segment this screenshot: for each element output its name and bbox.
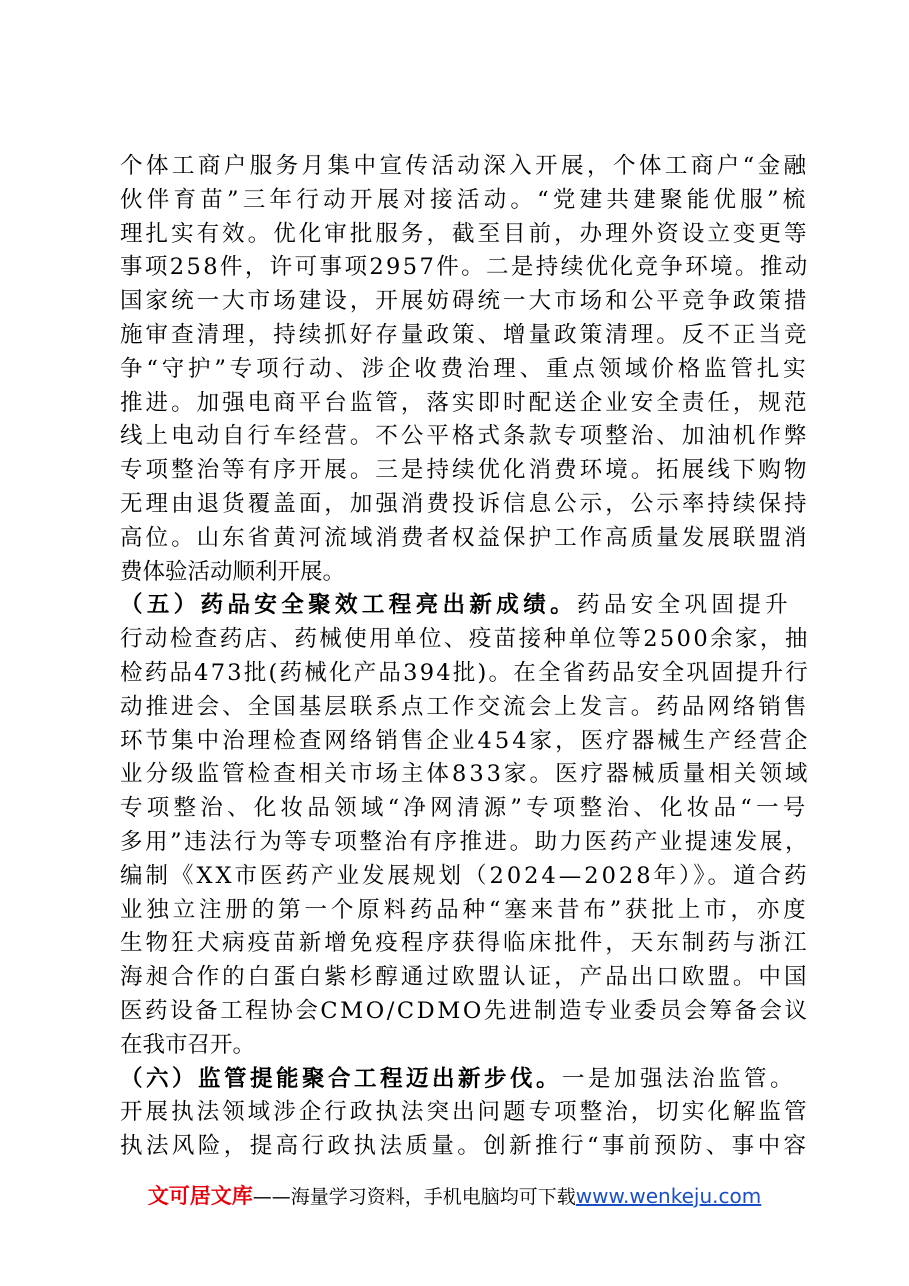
text-line (120, 1029, 810, 1063)
line-text: 多用”违法行为等专项整治有序推进。助力医药产业提速发展， (120, 828, 811, 855)
line-text: 环节集中治理检查网络销售企业454家，医疗器械生产经营企 (120, 727, 811, 754)
line-text: 无理由退货覆盖面，加强消费投诉信息公示，公示率持续保持 (120, 490, 810, 517)
text-line (120, 725, 810, 759)
text-line (120, 1130, 810, 1164)
text-line (120, 387, 810, 421)
text-line (120, 894, 810, 928)
line-text: 推进。加强电商平台监管，落实即时配送企业安全责任，规范 (120, 389, 810, 416)
line-text: 个体工商户服务月集中宣传活动深入开展，个体工商户“金融 (120, 153, 810, 179)
line-text: 高位。山东省黄河流域消费者权益保护工作高质量发展联盟消 (120, 524, 810, 551)
line-text: 检药品473批(药械化产品394批)。在全省药品安全巩固提升行 (120, 659, 810, 686)
line-text: 事项258件，许可事项2957件。二是持续优化竞争环境。推动 (120, 254, 810, 281)
footer-banner (0, 1181, 909, 1212)
line-text: 业独立注册的第一个原料药品种“塞来昔布”获批上市，亦度 (120, 896, 810, 923)
footer-tagline: ——海量学习资料，手机电脑均可下载 (252, 1186, 576, 1208)
section-heading: （六）监管提能聚合工程迈出新步伐。 (120, 1065, 563, 1092)
line-text: 线上电动自行车经营。不公平格式条款专项整治、加油机作弊 (120, 423, 810, 450)
line-text: 药品安全巩固提升 (576, 592, 792, 619)
section-heading: （五）药品安全聚效工程亮出新成绩。 (120, 592, 577, 619)
text-line (120, 353, 810, 387)
line-text: 业分级监管检查相关市场主体833家。医疗器械质量相关领域 (120, 761, 811, 788)
line-text: 动推进会、全国基层联系点工作交流会上发言。药品网络销售 (120, 693, 810, 720)
text-line (120, 758, 810, 792)
text-line (120, 522, 810, 556)
line-text: 在我市召开。 (120, 1031, 256, 1058)
text-line (120, 1096, 810, 1130)
text-line (120, 150, 810, 184)
text-line (120, 623, 810, 657)
text-line (120, 454, 810, 488)
text-line (120, 420, 810, 454)
text-line (120, 184, 810, 218)
text-line (120, 488, 810, 522)
line-text: 国家统一大市场建设，开展妨碍统一大市场和公平竞争政策措 (120, 288, 810, 315)
line-text: 理扎实有效。优化审批服务，截至目前，办理外资设立变更等 (120, 220, 810, 247)
text-line (120, 657, 810, 691)
text-line (120, 860, 810, 894)
line-text: 专项整治等有序开展。三是持续优化消费环境。拓展线下购物 (120, 457, 810, 484)
line-text: 争“守护”专项行动、涉企收费治理、重点领域价格监管扎实 (120, 355, 810, 382)
text-line (120, 251, 810, 285)
text-line (120, 961, 810, 995)
text-line (120, 1063, 810, 1097)
text-line (120, 691, 810, 725)
line-text: 开展执法领域涉企行政执法突出问题专项整治，切实化解监管 (120, 1099, 810, 1126)
document-body (120, 150, 810, 1164)
text-line (120, 826, 810, 860)
text-line (120, 556, 810, 590)
line-text: 施审查清理，持续抓好存量政策、增量政策清理。反不正当竞 (120, 321, 810, 348)
line-text: 海昶合作的白蛋白紫杉醇通过欧盟认证，产品出口欧盟。中国 (120, 964, 810, 991)
footer-url-link[interactable]: www.wenkeju.com (575, 1184, 762, 1208)
line-text: 一是加强法治监管。 (562, 1065, 797, 1092)
line-text: 编制《XX市医药产业发展规划（2024—2028年）》。道合药 (120, 862, 810, 889)
line-text: 专项整治、化妆品领域“净网清源”专项整治、化妆品“一号 (120, 795, 810, 822)
line-text: 行动检查药店、药械使用单位、疫苗接种单位等2500余家，抽 (120, 626, 810, 653)
line-text: 伙伴育苗”三年行动开展对接活动。“党建共建聚能优服”梳 (120, 186, 810, 213)
footer-brand: 文可居文库 (147, 1184, 253, 1208)
text-line (120, 589, 810, 623)
line-text: 医药设备工程协会CMO/CDMO先进制造专业委员会筹备会议 (120, 997, 810, 1024)
text-line (120, 995, 810, 1029)
text-line (120, 792, 810, 826)
text-line (120, 218, 810, 252)
text-line (120, 319, 810, 353)
line-text: 费体验活动顺利开展。 (120, 558, 346, 585)
line-text: 执法风险，提高行政执法质量。创新推行“事前预防、事中容 (120, 1133, 810, 1160)
line-text: 生物狂犬病疫苗新增免疫程序获得临床批件，天东制药与浙江 (120, 930, 810, 957)
text-line (120, 927, 810, 961)
text-line (120, 285, 810, 319)
